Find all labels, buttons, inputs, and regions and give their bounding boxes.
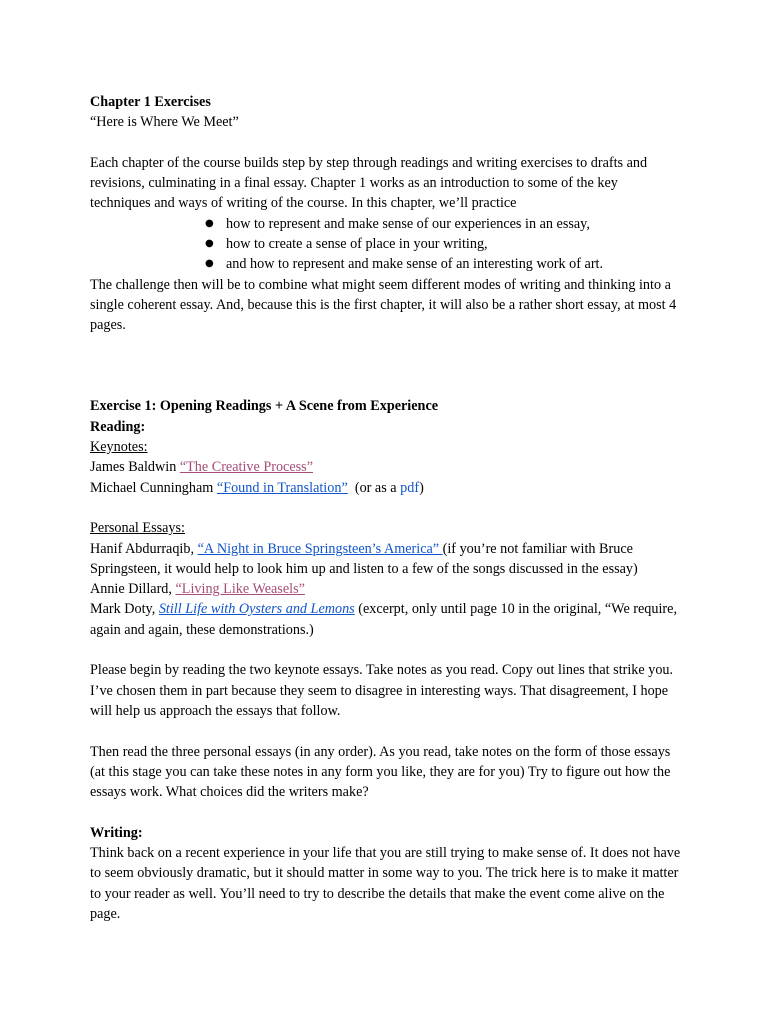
pdf-link[interactable]: pdf (400, 479, 420, 496)
springsteen-essay-link[interactable]: “A Night in Bruce Springsteen’s America” (197, 540, 443, 557)
spacer (90, 498, 682, 518)
essay-author: Annie Dillard, (90, 581, 176, 598)
keynotes-instructions: Please begin by reading the two keynote essays. Take notes as you read. Copy out lines that strike you. I’ve chosen them in part because they seem to disagree in interesting ways. That disagreement, I hope will help us approach the essays that follow. (90, 662, 674, 719)
keynote-note-close: ) (419, 479, 424, 496)
practice-list (90, 214, 682, 275)
chapter-title: Chapter 1 Exercises (90, 94, 211, 110)
chapter-intro: Each chapter of the course builds step by step through readings and writing exercises to drafts and revisions, culminating in a final essay. Chapter 1 works as an introduction to some of the key techniques and ways of writing of the course. In this chapter, we’ll practice (90, 154, 648, 212)
spacer (90, 336, 682, 397)
keynote-author: James Baldwin (90, 459, 180, 476)
personal-essay-entry (90, 579, 682, 599)
document-body (90, 92, 682, 924)
keynote-author: Michael Cunningham (90, 479, 217, 496)
essay-author: Mark Doty, (90, 601, 159, 618)
personal-essay-entry (90, 599, 682, 640)
list-item: ● and how to represent and make sense of an interesting work of art. (205, 254, 682, 274)
personal-instructions: Then read the three personal essays (in any order). As you read, take notes on the form of those essays (at this stage you can take these notes in any form you like, they are for you) Try to figure out how the essays work. What choices did the writers make? (90, 743, 671, 801)
essay-note: (if you’re not familiar with Bruce Springsteen, it would help to look him up and listen to a few of the songs discussed in the essay) (90, 540, 638, 577)
spacer (90, 802, 682, 822)
spacer (90, 133, 682, 153)
chapter-challenge: The challenge then will be to combine what might seem different modes of writing and thinking into a single coherent essay. And, because this is the first chapter, it will also be a rather short essay, at most 4 pages. (90, 276, 677, 334)
living-like-weasels-link[interactable]: “Living Like Weasels” (175, 581, 305, 598)
personal-essay-entry (90, 539, 682, 580)
keynotes-heading: Keynotes: (90, 439, 148, 456)
reading-heading: Reading: (90, 418, 146, 435)
writing-instructions: Think back on a recent experience in your life that you are still trying to make sense of. It does not have to seem obviously dramatic, but it should matter in some way to you. The trick here is to make it matter to your reader as well. You’ll need to try to describe the details that make the event come alive on the page. (90, 844, 681, 922)
writing-heading: Writing: (90, 824, 143, 841)
found-in-translation-link[interactable]: “Found in Translation” (216, 479, 348, 496)
keynote-entry (90, 457, 682, 477)
list-item: ● how to create a sense of place in your writing, (205, 234, 682, 254)
keynote-note: (or as a (347, 479, 401, 496)
personal-essays-heading: Personal Essays: (90, 520, 185, 537)
still-life-link[interactable]: Still Life with Oysters and Lemons (158, 601, 355, 618)
keynote-entry (90, 478, 682, 498)
creative-process-link[interactable]: “The Creative Process” (179, 459, 313, 476)
spacer (90, 640, 682, 660)
essay-note: (excerpt, only until page 10 in the original, “We require, again and again, these demonstrations.) (90, 601, 678, 638)
essay-author: Hanif Abdurraqib, (90, 540, 198, 557)
spacer (90, 721, 682, 741)
list-item: ● how to represent and make sense of our experiences in an essay, (205, 214, 682, 234)
chapter-subtitle: “Here is Where We Meet” (90, 114, 239, 131)
exercise-title: Exercise 1: Opening Readings + A Scene from Experience (90, 398, 439, 415)
